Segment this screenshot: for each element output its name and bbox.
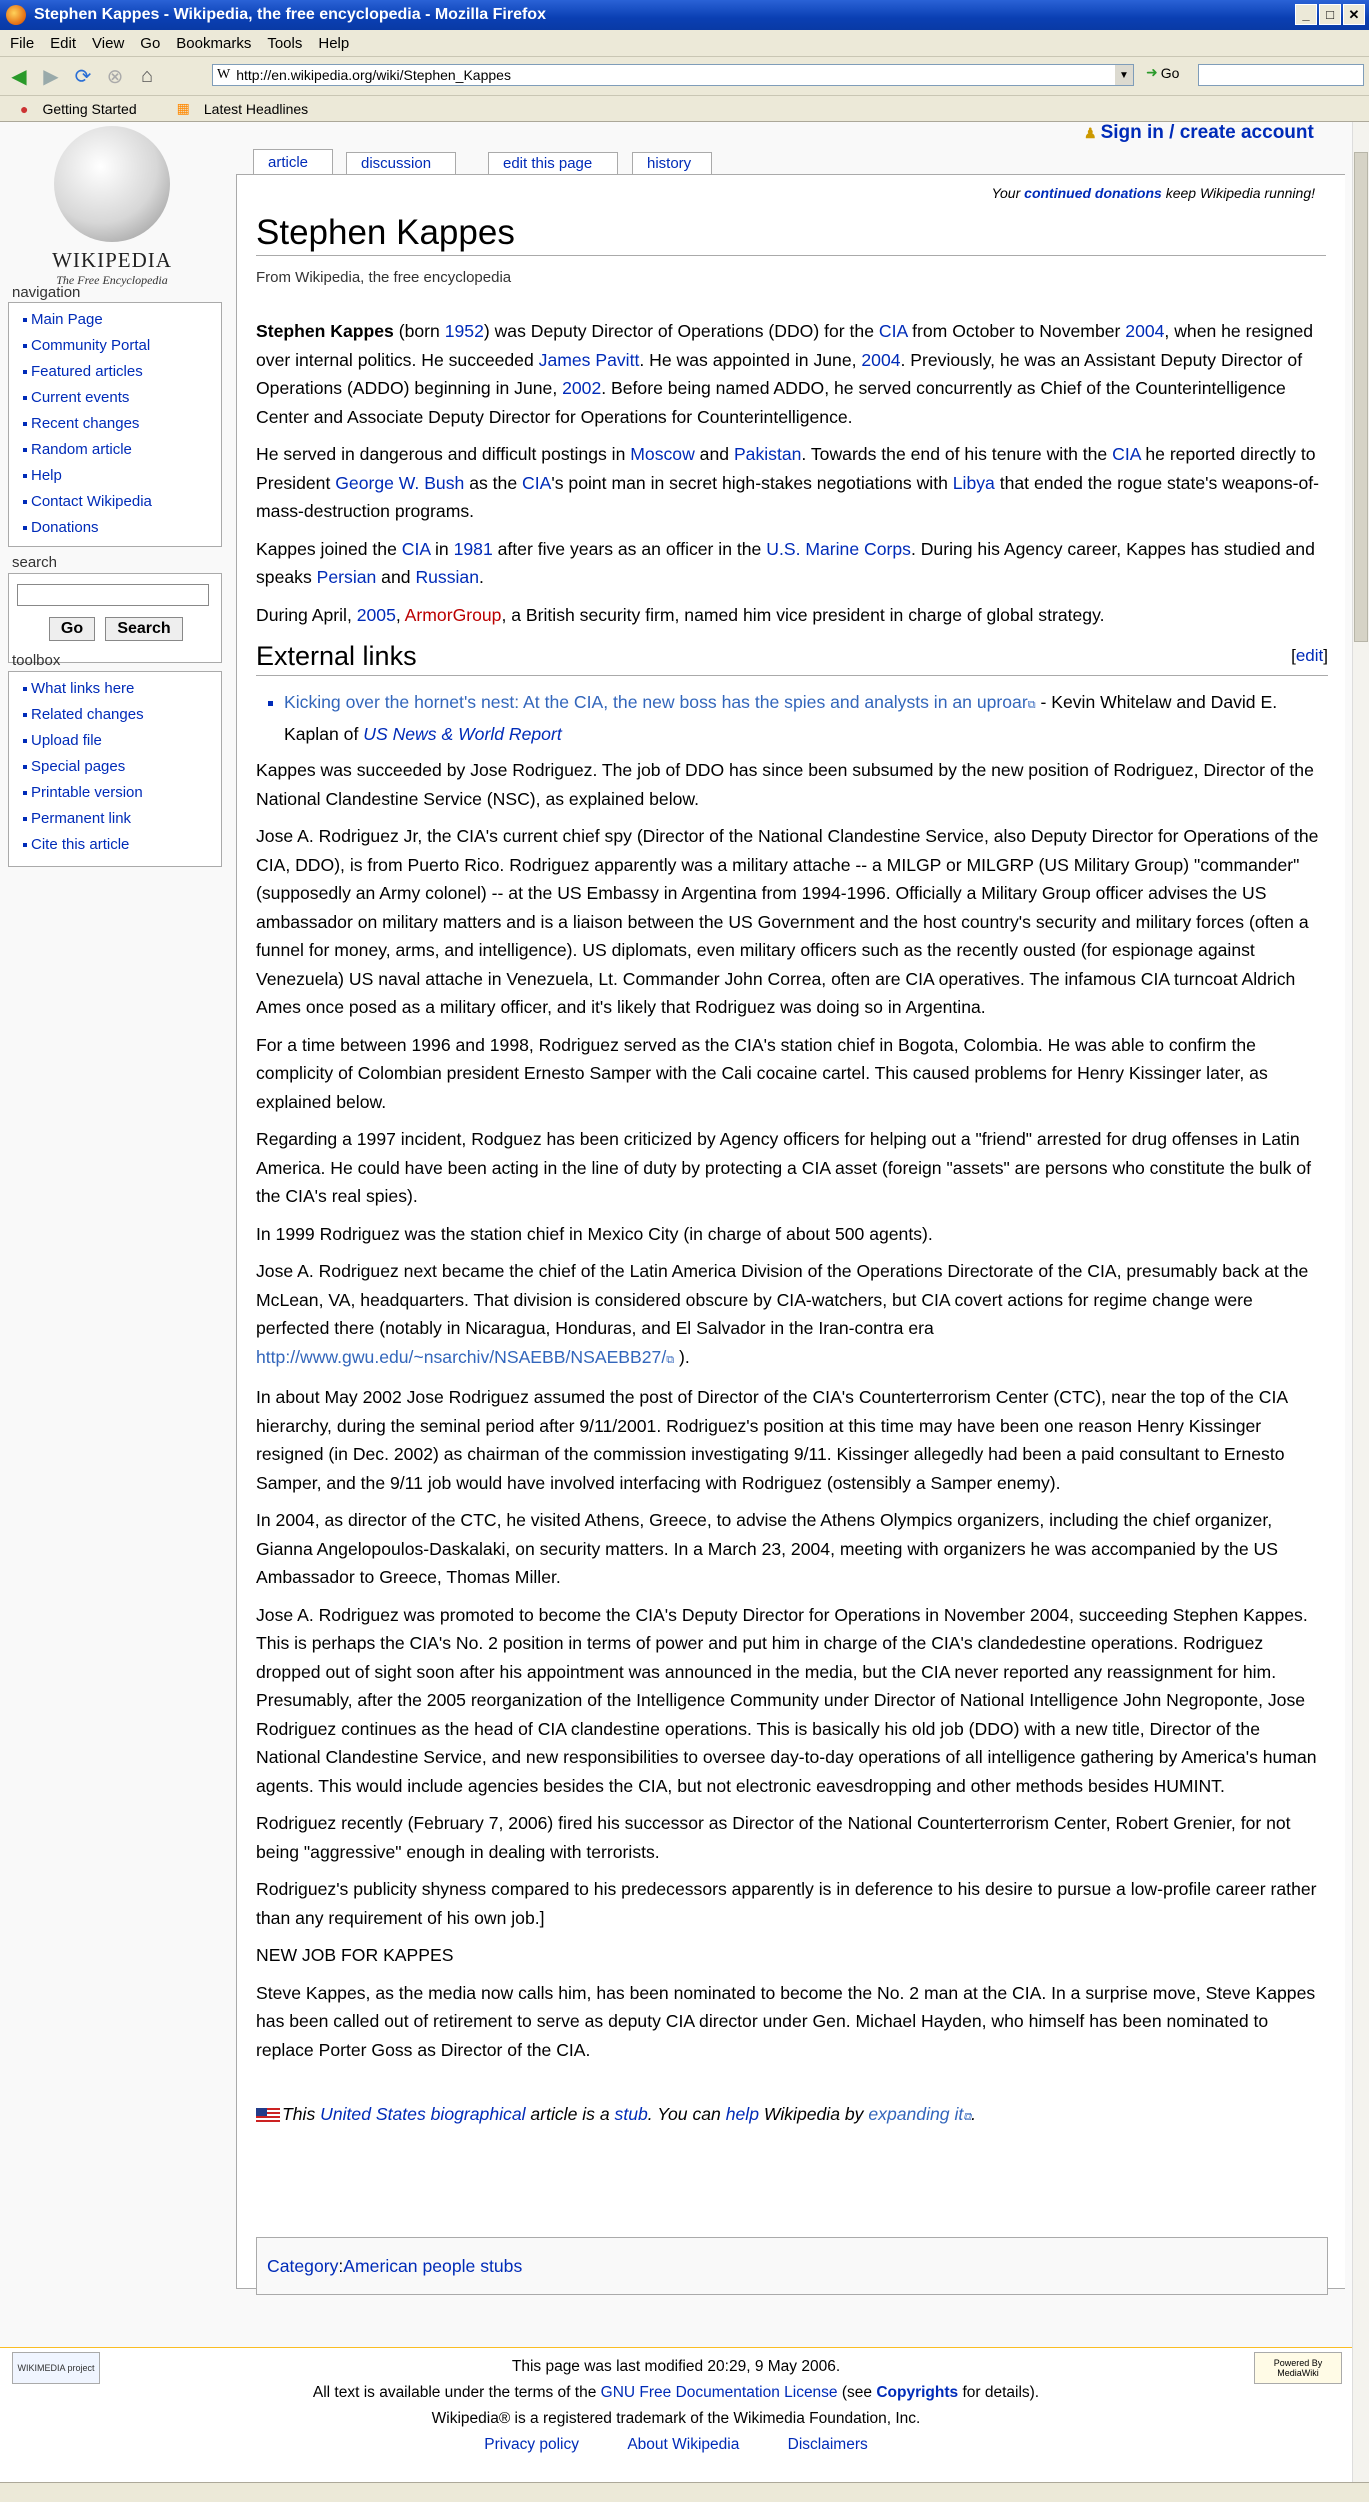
us-flag-icon — [256, 2108, 280, 2123]
tool-upload-file[interactable]: Upload file — [9, 728, 221, 754]
scrollbar-thumb[interactable] — [1354, 152, 1368, 642]
globe-icon — [54, 126, 170, 242]
link-persian[interactable]: Persian — [316, 567, 377, 587]
link-cia[interactable]: CIA — [878, 321, 908, 341]
privacy-policy-link[interactable]: Privacy policy — [484, 2436, 579, 2453]
nav-contact-wikipedia[interactable]: Contact Wikipedia — [9, 489, 221, 515]
search-go-button[interactable]: Go — [49, 617, 95, 641]
paragraph: Rodriguez's publicity shyness compared to his predecessors apparently is in deference to his desire to pursue a low-profile career rather than any requirement of his own job.] — [256, 1879, 1317, 1928]
window-titlebar[interactable] — [0, 0, 1369, 30]
paragraph: In 2004, as director of the CTC, he visited Athens, Greece, to advise the Athens Olympics organizers, including the chief organizer, Gianna Angelopoulos-Daskalaki, on security matters. In a March 23, 2004, meeting with organizers he was accompanied by the US Ambassador to Greece, Thomas Miller. — [256, 1510, 1278, 1587]
bookmark-latest-headlines[interactable]: ▦ Latest Headlines — [176, 100, 309, 117]
search-heading: search — [12, 554, 58, 571]
paragraph: During April, 2005, ArmorGroup, a British security firm, named him vice president in charge of global strategy. — [256, 604, 1105, 625]
go-arrow-icon: ➜ — [1146, 64, 1158, 80]
link-us-biographical[interactable]: United States biographical — [320, 2104, 526, 2124]
wikipedia-logo[interactable] — [12, 126, 212, 298]
site-subtitle: From Wikipedia, the free encyclopedia — [256, 269, 512, 286]
external-link-us-news[interactable]: Kicking over the hornet's nest: At the CIA, the new boss has the spies and analysts in an uproar — [284, 692, 1028, 712]
tab-discussion[interactable]: discussion — [346, 152, 456, 174]
link-help[interactable]: help — [725, 2104, 759, 2124]
tool-permanent-link[interactable]: Permanent link — [9, 806, 221, 832]
external-link-icon: ⧉ — [1027, 699, 1036, 711]
menu-edit[interactable]: Edit — [50, 34, 77, 52]
section-edit: [edit] — [1291, 646, 1328, 665]
menu-bar — [0, 30, 1369, 57]
tab-edit[interactable]: edit this page — [488, 152, 618, 174]
link-gwu-nsarchiv[interactable]: http://www.gwu.edu/~nsarchiv/NSAEBB/NSAEBB27/ — [256, 1346, 667, 1367]
link-russian[interactable]: Russian — [415, 567, 480, 587]
link-expanding-it[interactable]: expanding it — [868, 2104, 964, 2124]
back-icon[interactable]: ◀ — [11, 65, 27, 88]
tool-printable-version[interactable]: Printable version — [9, 780, 221, 806]
vertical-scrollbar[interactable] — [1352, 122, 1369, 2482]
maximize-button[interactable]: □ — [1319, 4, 1341, 25]
link-armorgroup[interactable]: ArmorGroup — [404, 604, 502, 625]
logo-tagline: The Free Encyclopedia — [56, 273, 168, 287]
link-libya[interactable]: Libya — [952, 472, 995, 493]
list-item: Kicking over the hornet's nest: At the CIA, the new boss has the spies and analysts in an uproar⧉ - Kevin Whitelaw and David E. Kaplan of US News & World Report — [284, 688, 1328, 748]
article-body — [256, 317, 1328, 2141]
nav-main-page[interactable]: Main Page — [9, 307, 221, 333]
nav-random-article[interactable]: Random article — [9, 437, 221, 463]
link-2002[interactable]: 2002 — [562, 378, 602, 398]
paragraph: Jose A. Rodriguez Jr, the CIA's current chief spy (Director of the National Clandestine Service, also Deputy Director for Operations of the CIA, DDO), is from Puerto Rico. Rodriguez apparently was a military attache -- a MILGP or MILGRP (US Military Group) "commander" (supposedly an Army colonel) -- at the US Embassy in Argentina from 1994-1996. Officially a Military Group officer advises the US ambassador on military matters and is a liaison between the US Government and the host country's security and military forces (often a funnel for money, arms, and intelligence). US diplomats, even military officers such as the recently ousted (for espionage against Venezuela) US naval attache in Venezuela, Lt. Commander John Correa, often are CIA operatives. The infamous CIA turncoat Aldrich Ames once posed as a military officer, and it's likely that Rodriguez was doing so in Argentina. — [256, 826, 1319, 1017]
url-text: http://en.wikipedia.org/wiki/Stephen_Kappes — [236, 67, 511, 83]
stop-icon[interactable]: ⊗ — [106, 65, 124, 88]
link-stub[interactable]: stub — [614, 2104, 648, 2124]
link-1952[interactable]: 1952 — [444, 321, 484, 341]
link-cia[interactable]: CIA — [522, 472, 552, 493]
page-footer — [0, 2347, 1352, 2482]
link-2005[interactable]: 2005 — [356, 604, 396, 625]
minimize-button[interactable]: _ — [1295, 4, 1317, 25]
paragraph: Stephen Kappes (born 1952) was Deputy Director of Operations (DDO) for the CIA from October to November 2004, when he resigned over internal politics. He succeeded James Pavitt. He was appointed in June, 2004. Previously, he was an Assistant Deputy Director of Operations (ADDO) beginning in June, 2002. Before being named ADDO, he served concurrently as Chief of the Counterintelligence Center and Associate Deputy Director for Operations for Counterintelligence. — [256, 321, 1314, 427]
bookmark-icon: ● — [20, 100, 29, 117]
page-viewport — [0, 122, 1352, 2482]
menu-bookmarks[interactable]: Bookmarks — [176, 34, 252, 52]
link-james-pavitt[interactable]: James Pavitt — [538, 349, 640, 370]
home-icon[interactable]: ⌂ — [140, 64, 154, 87]
paragraph: Steve Kappes, as the media now calls him, has been nominated to become the No. 2 man at the CIA. In a surprise move, Steve Kappes has been called out of retirement to serve as deputy CIA director under Gen. Michael Hayden, who himself has been nominated to replace Porter Goss as Director of the CIA. — [256, 1982, 1316, 2060]
link-moscow[interactable]: Moscow — [630, 444, 695, 464]
stub-notice: This United States biographical article is a stub. You can help Wikipedia by expanding it⧉. — [256, 2100, 1328, 2132]
page-title: Stephen Kappes — [256, 213, 1326, 256]
external-link-icon: ⧉ — [666, 1353, 675, 1366]
tab-history[interactable]: history — [632, 152, 712, 174]
wikimedia-badge[interactable]: WIKIMEDIA project — [12, 2352, 100, 2384]
paragraph: In 1999 Rodriguez was the station chief in Mexico City (in charge of about 500 agents). — [256, 1223, 933, 1244]
gfdl-link[interactable]: GNU Free Documentation License — [600, 2384, 838, 2401]
license-text: All text is available under the terms of the GNU Free Documentation License (see Copyrights for details). — [312, 2384, 1040, 2401]
category-label-link[interactable]: Category — [267, 2255, 339, 2276]
link-1981[interactable]: 1981 — [453, 538, 493, 559]
article-content — [236, 174, 1345, 2289]
nav-help[interactable]: Help — [9, 463, 221, 489]
status-bar — [0, 2482, 1369, 2502]
user-icon: ♟ — [1084, 124, 1097, 141]
browser-search-input[interactable] — [1198, 64, 1364, 86]
link-cia[interactable]: CIA — [401, 538, 431, 559]
paragraph: Rodriguez recently (February 7, 2006) fired his successor as Director of the National Counterterrorism Center, Robert Grenier, for not being "aggressive" enough in dealing with terrorists. — [256, 1813, 1291, 1862]
category-links: Category : American people stubs — [256, 2237, 1328, 2295]
link-2004[interactable]: 2004 — [1125, 321, 1165, 341]
close-button[interactable]: ✕ — [1343, 4, 1365, 25]
tool-cite-this-article[interactable]: Cite this article — [9, 832, 221, 858]
rss-icon: ▦ — [176, 100, 190, 116]
menu-tools[interactable]: Tools — [267, 34, 303, 52]
paragraph: Regarding a 1997 incident, Rodguez has been criticized by Agency officers for helping out a "friend" arrested for drug offenses in Latin America. He could have been acting in the line of duty by protecting a CIA asset (foreign "assets" are persons who constitute the bulk of the CIA's real spies). — [256, 1129, 1312, 1206]
link-pakistan[interactable]: Pakistan — [733, 444, 802, 464]
nav-donations[interactable]: Donations — [9, 515, 221, 541]
site-notice: Your continued donations keep Wikipedia running! — [991, 185, 1315, 201]
paragraph: For a time between 1996 and 1998, Rodriguez served as the CIA's station chief in Bogota, Colombia. He was able to confirm the complicity of Colombian president Ernesto Samper with the Cali cocaine cartel. This caused problems for Henry Kissinger later, as explained below. — [256, 1034, 1268, 1112]
firefox-icon — [6, 5, 26, 25]
external-links-list — [256, 688, 1328, 748]
paragraph: He served in dangerous and difficult postings in Moscow and Pakistan. Towards the end of his tenure with the CIA he reported directly to President George W. Bush as the CIA's point man in secret high-stakes negotiations with Libya that ended the rogue state's weapons-of-mass-destruction programs. — [256, 444, 1319, 521]
navigation-portlet — [8, 302, 222, 547]
wiki-search-input[interactable] — [17, 584, 209, 606]
menu-file[interactable]: File — [10, 34, 35, 52]
link-2004[interactable]: 2004 — [861, 349, 901, 370]
tool-what-links-here[interactable]: What links here — [9, 676, 221, 702]
link-us-news-world-report[interactable]: US News & World Report — [363, 723, 562, 744]
logo-wordmark: WIKIPEDIA — [52, 248, 172, 272]
toolbox-heading: toolbox — [12, 652, 61, 669]
trademark-text: Wikipedia® is a registered trademark of the Wikimedia Foundation, Inc. — [431, 2410, 921, 2427]
paragraph: Jose A. Rodriguez was promoted to become the CIA's Deputy Director for Operations in November 2004, succeeding Stephen Kappes. This is perhaps the CIA's No. 2 position in terms of power and put him in charge of the CIA's clandedestine operations. Rodriguez dropped out of sight soon after his appointment was announced in the media, but the CIA never reported any reassignment for him. Presumably, after the 2005 reorganization of the Intelligence Community under Director of National Intelligence John Negroponte, Jose Rodriguez continues as the head of CIA clandestine operations. This is basically his old job (DDO) with a new title, Director of the National Clandestine Service, and new responsibilities to oversee day-to-day operations of all intelligence gathering by America's human agents. This would include agencies besides the CIA, but not electronic eavesdropping and other methods besides HUMINT. — [256, 1604, 1317, 1796]
copyrights-link[interactable]: Copyrights — [876, 2384, 959, 2401]
bookmarks-bar — [0, 96, 1369, 122]
go-button[interactable] — [1146, 64, 1179, 81]
menu-go[interactable]: Go — [140, 34, 161, 52]
disclaimers-link[interactable]: Disclaimers — [787, 2436, 868, 2453]
donations-link[interactable]: continued donations — [1024, 185, 1162, 201]
bookmark-getting-started[interactable]: ● Getting Started — [20, 100, 137, 117]
go-label: Go — [1160, 64, 1180, 81]
mediawiki-badge[interactable]: Powered By MediaWiki — [1254, 2352, 1342, 2384]
about-wikipedia-link[interactable]: About Wikipedia — [627, 2436, 740, 2453]
category-link[interactable]: American people stubs — [343, 2255, 523, 2276]
link-us-marine-corps[interactable]: U.S. Marine Corps — [766, 538, 911, 559]
external-link-icon: ⧉ — [963, 2111, 972, 2123]
url-input[interactable] — [212, 64, 1134, 86]
toolbox-portlet — [8, 671, 222, 867]
tool-special-pages[interactable]: Special pages — [9, 754, 221, 780]
nav-current-events[interactable]: Current events — [9, 385, 221, 411]
search-portlet — [8, 573, 222, 663]
menu-help[interactable]: Help — [318, 34, 350, 52]
site-favicon: W — [217, 67, 231, 82]
forward-icon[interactable]: ▶ — [43, 65, 59, 88]
tab-article[interactable]: article — [253, 149, 333, 175]
link-george-w-bush[interactable]: George W. Bush — [335, 472, 465, 493]
edit-link[interactable]: edit — [1295, 646, 1324, 665]
window-title: Stephen Kappes - Wikipedia, the free encyclopedia - Mozilla Firefox — [34, 6, 546, 23]
url-dropdown-icon[interactable]: ▼ — [1115, 65, 1133, 85]
paragraph: Kappes joined the CIA in 1981 after five years as an officer in the U.S. Marine Corps. During his Agency career, Kappes has studied and speaks Persian and Russian. — [256, 538, 1315, 587]
tool-related-changes[interactable]: Related changes — [9, 702, 221, 728]
paragraph: Kappes was succeeded by Jose Rodriguez. The job of DDO has since been subsumed by the new position of Rodriguez, Director of the National Clandestine Service (NSC), as explained below. — [256, 760, 1314, 809]
paragraph: In about May 2002 Jose Rodriguez assumed the post of Director of the CIA's Counterterrorism Center (CTC), near the top of the CIA hierarchy, during the seminal period after 9/11/2001. Rodriguez's position at this time may have been one reason Henry Kissinger resigned (in Dec. 2002) as chairman of the commission investigating 9/11. Kissinger allegedly had been a paid consultant to Ernesto Samper, and the 9/11 job would have involved interfacing with Rodriguez (ostensibly a Samper enemy). — [256, 1387, 1288, 1493]
section-heading-external-links: External links [edit] — [256, 639, 1328, 676]
paragraph: NEW JOB FOR KAPPES — [256, 1945, 454, 1965]
nav-featured-articles[interactable]: Featured articles — [9, 359, 221, 385]
nav-recent-changes[interactable]: Recent changes — [9, 411, 221, 437]
menu-view[interactable]: View — [92, 34, 125, 52]
footer-links — [0, 2436, 1352, 2454]
paragraph: Jose A. Rodriguez next became the chief of the Latin America Division of the Operations Directorate of the CIA, presumably back at the McLean, VA, headquarters. That division is considered obscure by CIA-watchers, but CIA covert actions for regime change were perfected there (notably in Nicaragua, Honduras, and El Salvador in the Iran-contra era http://www.gwu.edu/~nsarchiv/NSAEBB/NSAEBB27/⧉ ). — [256, 1261, 1309, 1367]
last-modified: This page was last modified 20:29, 9 May 2006. — [511, 2358, 841, 2375]
link-cia[interactable]: CIA — [1112, 444, 1141, 464]
search-button[interactable]: Search — [105, 617, 183, 641]
nav-community-portal[interactable]: Community Portal — [9, 333, 221, 359]
reload-icon[interactable]: ⟳ — [74, 65, 92, 88]
navigation-heading: navigation — [12, 284, 81, 301]
signin-link[interactable]: ♟ Sign in / create account — [1084, 122, 1314, 143]
